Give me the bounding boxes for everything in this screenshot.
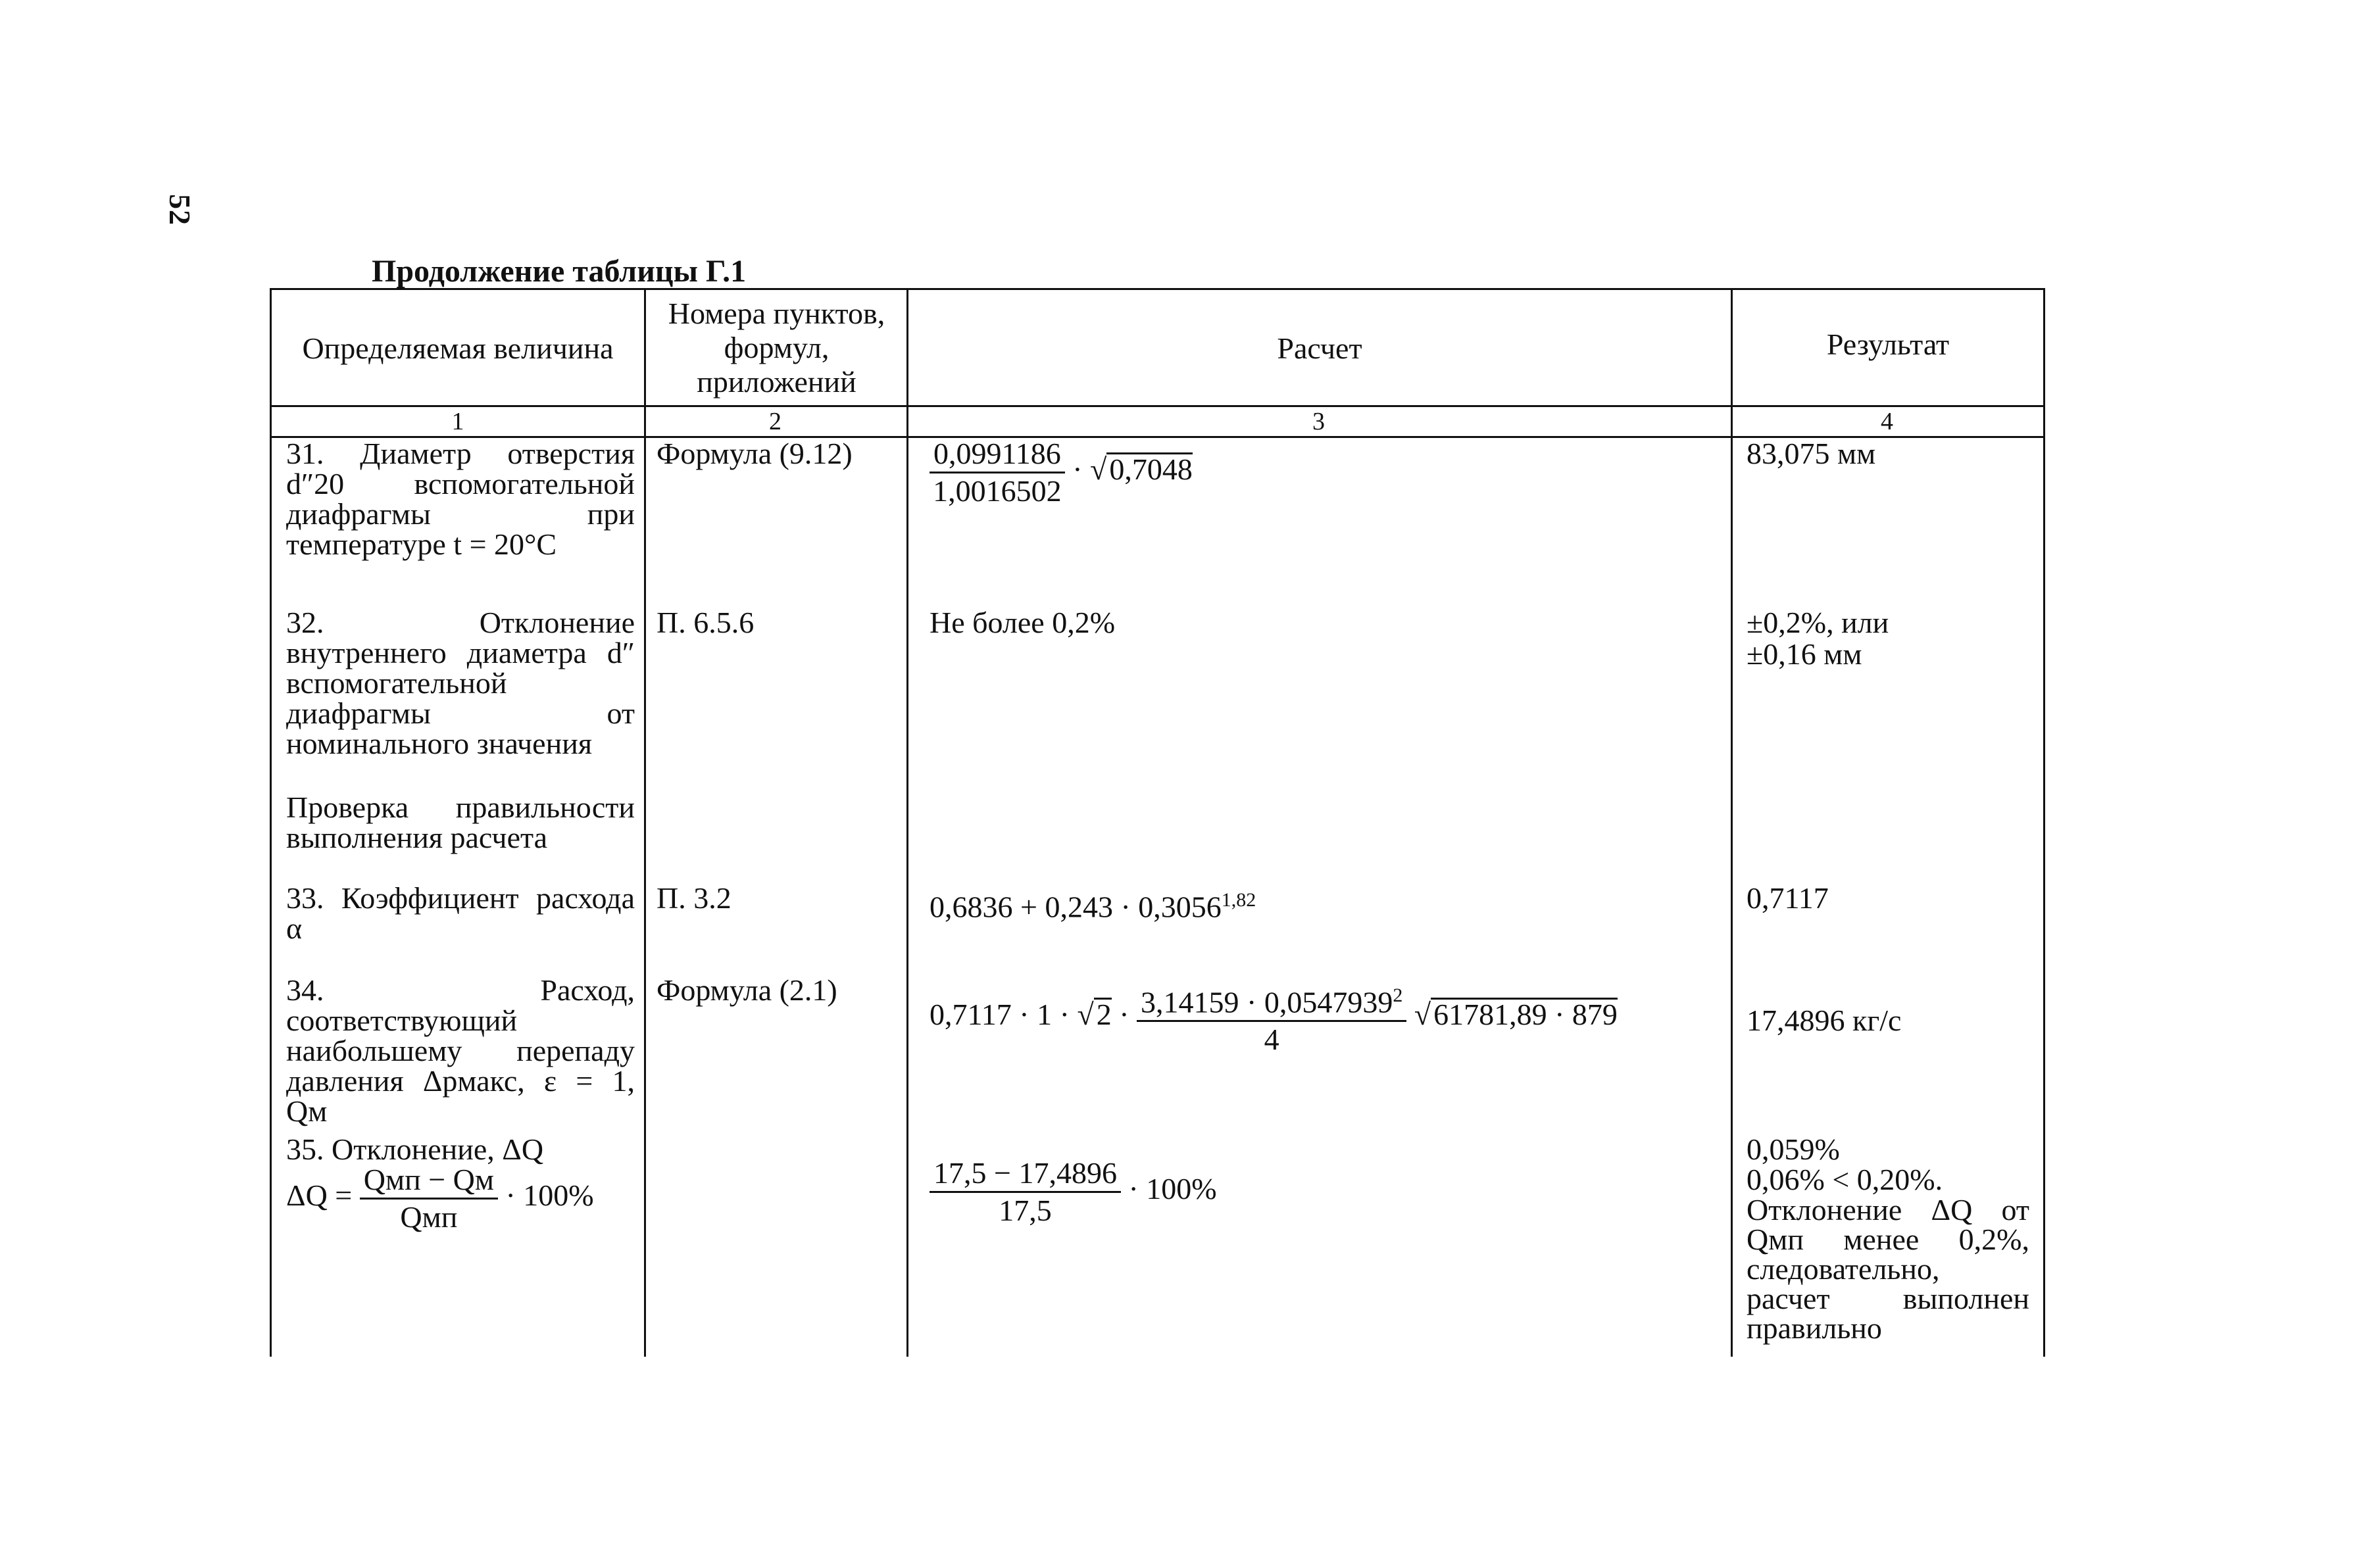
- results-table: [270, 288, 2045, 1357]
- header-col1: Определяемая величина: [302, 331, 614, 365]
- row34-calc-prefix: 0,7117 · 1 ·: [930, 998, 1078, 1032]
- row32-quantity: 32. Отклонение внутреннего диаметра d″ вспомогательной диафрагмы от номинального значения: [286, 606, 635, 760]
- row31-quantity: 31. Диаметр отверстия d″20 вспомогательной диафрагмы при температуре t = 20°С: [286, 437, 635, 561]
- row34-calc-num-exp: 2: [1393, 984, 1403, 1006]
- row35-result-text: Отклонение ΔQ от Qмп менее 0,2%, следовательно, расчет выполнен правильно: [1747, 1193, 2029, 1345]
- header-col2: Номера пунктов, формул, приложений: [668, 297, 885, 399]
- row35-calc-denominator: 17,5: [999, 1194, 1052, 1227]
- row33-calc-exponent: 1,82: [1221, 889, 1256, 911]
- row34-quantity: 34. Расход, соответствующий наибольшему перепаду давления Δpмакс, ε = 1, Qм: [286, 973, 635, 1128]
- check-heading: Проверка правильности выполнения расчета: [286, 790, 635, 854]
- page-number: 52: [163, 194, 197, 226]
- row35-formula-denominator: Qмп: [400, 1200, 458, 1234]
- row31-calc-root: 0,7048: [1106, 452, 1193, 485]
- row34-result: 17,4896 кг/с: [1747, 1004, 1902, 1037]
- row35-result-line1: 0,059%: [1747, 1132, 1840, 1166]
- row35-formula-numerator: Qмп − Qм: [360, 1165, 498, 1200]
- column-number-1: 1: [451, 408, 464, 435]
- row35-calc-tail: · 100%: [1128, 1172, 1217, 1206]
- table-caption: Продолжение таблицы Г.1: [372, 254, 747, 289]
- row32-result-line1: ±0,2%, или: [1747, 606, 1889, 639]
- row35-formula-lhs: ΔQ =: [286, 1178, 353, 1213]
- header-col3: Расчет: [1277, 331, 1362, 365]
- row34-calculation: 0,7117 · 1 · √2 · $\frac{3,14159 \cdot 0,0547939^2}{4}$ √61781,89 · 879: [930, 981, 1618, 1055]
- row32-result-line2: ±0,16 мм: [1747, 637, 1862, 671]
- row35-calc-numerator: 17,5 − 17,4896: [930, 1158, 1121, 1193]
- row33-quantity: 33. Коэффициент расхода α: [286, 881, 635, 945]
- row32-reference: П. 6.5.6: [657, 606, 755, 639]
- row34-reference: Формула (2.1): [657, 973, 837, 1007]
- column-divider-3: [1731, 290, 1733, 1357]
- row35-calculation: [930, 1158, 1217, 1226]
- row31-calc-denominator: 1,0016502: [933, 474, 1062, 508]
- row33-calc-base: 0,6836 + 0,243 · 0,3056: [930, 890, 1222, 924]
- row31-calculation: $\frac{0,0991186}{1,0016502}$ · √0,7048: [930, 439, 1193, 506]
- row34-calc-sqrt2: 2: [1094, 998, 1112, 1030]
- column-divider-2: [906, 290, 908, 1357]
- column-number-2: 2: [769, 408, 781, 435]
- row35-formula-tail: · 100%: [505, 1178, 594, 1213]
- row35-result-line2: 0,06% < 0,20%.: [1747, 1163, 1943, 1196]
- row31-calc-numerator: 0,0991186: [930, 439, 1065, 473]
- row31-result: 83,075 мм: [1747, 437, 1876, 470]
- row34-calc-denominator: 4: [1264, 1023, 1279, 1057]
- row35-formula: [286, 1165, 594, 1232]
- column-number-4: 4: [1881, 408, 1893, 435]
- row33-calculation: [930, 885, 1256, 922]
- row33-reference: П. 3.2: [657, 881, 731, 915]
- row35-quantity: 35. Отклонение, ΔQ: [286, 1132, 544, 1166]
- row32-calculation: Не более 0,2%: [930, 606, 1116, 639]
- row31-reference: Формула (9.12): [657, 437, 853, 470]
- row33-result: 0,7117: [1747, 881, 1829, 915]
- column-divider-1: [644, 290, 646, 1357]
- column-number-3: 3: [1312, 408, 1325, 435]
- header-bottom-line: [272, 405, 2043, 407]
- header-col4: Результат: [1826, 327, 1950, 361]
- row34-calc-root: 61781,89 · 879: [1431, 998, 1618, 1030]
- row34-calc-numerator: 3,14159 · 0,0547939: [1141, 985, 1393, 1019]
